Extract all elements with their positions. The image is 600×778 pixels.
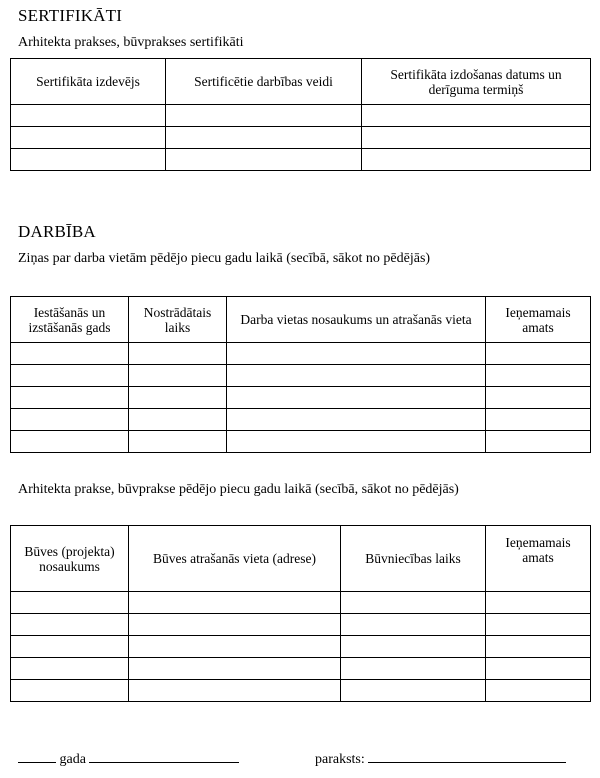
table-cell[interactable] — [341, 614, 486, 636]
header-cell: Nostrādātais laiks — [129, 297, 227, 343]
table-cell[interactable] — [362, 149, 591, 171]
table-row — [11, 149, 591, 171]
table-cell[interactable] — [11, 387, 129, 409]
table-row — [11, 614, 591, 636]
table-cell[interactable] — [129, 387, 227, 409]
table-cell[interactable] — [227, 409, 486, 431]
table-cell[interactable] — [11, 614, 129, 636]
table-cell[interactable] — [11, 636, 129, 658]
signature-blank[interactable] — [368, 748, 566, 763]
activity-title: DARBĪBA — [18, 222, 96, 241]
table-cell[interactable] — [11, 343, 129, 365]
header-cell: Sertifikāta izdošanas datums un derīguma termiņš — [362, 59, 591, 105]
table-cell[interactable] — [11, 365, 129, 387]
table-cell[interactable] — [486, 658, 591, 680]
table-cell[interactable] — [11, 105, 166, 127]
table-row — [11, 592, 591, 614]
header-cell: Iestāšanās un izstāšanās gads — [11, 297, 129, 343]
table-cell[interactable] — [129, 343, 227, 365]
header-cell: Būves (projekta) nosaukums — [11, 526, 129, 592]
table-row — [11, 636, 591, 658]
table-cell[interactable] — [486, 592, 591, 614]
table-cell[interactable] — [11, 409, 129, 431]
header-cell: Sertifikāta izdevējs — [11, 59, 166, 105]
table-cell[interactable] — [129, 636, 341, 658]
table-cell[interactable] — [341, 658, 486, 680]
year-label: gada — [59, 752, 86, 767]
table-cell[interactable] — [11, 680, 129, 702]
table-row — [11, 680, 591, 702]
table-row — [11, 343, 591, 365]
table-cell[interactable] — [486, 343, 591, 365]
table-cell[interactable] — [11, 127, 166, 149]
table-row — [11, 431, 591, 453]
table-row — [11, 105, 591, 127]
table-cell[interactable] — [129, 614, 341, 636]
table-cell[interactable] — [486, 409, 591, 431]
practice-header-row — [11, 526, 591, 592]
activity-table — [10, 296, 591, 453]
table-cell[interactable] — [129, 409, 227, 431]
table-cell[interactable] — [486, 614, 591, 636]
table-cell[interactable] — [129, 658, 341, 680]
signature-field-group — [315, 748, 566, 768]
table-cell[interactable] — [129, 365, 227, 387]
header-cell: Sertificētie darbības veidi — [166, 59, 362, 105]
table-cell[interactable] — [341, 592, 486, 614]
table-cell[interactable] — [341, 680, 486, 702]
year-field-group — [18, 748, 239, 768]
header-cell: Būvniecības laiks — [341, 526, 486, 592]
signature-label: paraksts: — [315, 752, 365, 767]
certificates-title: SERTIFIKĀTI — [18, 6, 123, 25]
header-cell: Būves atrašanās vieta (adrese) — [129, 526, 341, 592]
practice-table — [10, 525, 591, 702]
header-cell: Ieņemamais amats — [486, 526, 591, 592]
table-cell[interactable] — [166, 149, 362, 171]
table-row — [11, 127, 591, 149]
table-cell[interactable] — [341, 636, 486, 658]
table-cell[interactable] — [227, 431, 486, 453]
certificates-subtitle: Arhitekta prakses, būvprakses sertifikāti — [18, 35, 244, 50]
table-row — [11, 387, 591, 409]
table-cell[interactable] — [227, 343, 486, 365]
table-cell[interactable] — [227, 387, 486, 409]
table-cell[interactable] — [486, 387, 591, 409]
table-cell[interactable] — [486, 365, 591, 387]
table-row — [11, 365, 591, 387]
year-blank[interactable] — [18, 748, 56, 763]
table-cell[interactable] — [129, 431, 227, 453]
certificates-table — [10, 58, 591, 171]
table-cell[interactable] — [486, 431, 591, 453]
date-blank[interactable] — [89, 748, 239, 763]
practice-subtitle: Arhitekta prakse, būvprakse pēdējo piecu gadu laikā (secībā, sākot no pēdējās) — [18, 482, 459, 497]
activity-subtitle: Ziņas par darba vietām pēdējo piecu gadu laikā (secībā, sākot no pēdējās) — [18, 251, 431, 266]
header-cell: Darba vietas nosaukums un atrašanās vieta — [227, 297, 486, 343]
header-cell: Ieņemamais amats — [486, 297, 591, 343]
table-cell[interactable] — [166, 105, 362, 127]
table-cell[interactable] — [11, 431, 129, 453]
table-cell[interactable] — [227, 365, 486, 387]
table-row — [11, 409, 591, 431]
table-cell[interactable] — [129, 592, 341, 614]
table-cell[interactable] — [166, 127, 362, 149]
table-cell[interactable] — [486, 680, 591, 702]
table-cell[interactable] — [11, 592, 129, 614]
table-row — [11, 658, 591, 680]
certificates-header-row — [11, 59, 591, 105]
activity-header-row — [11, 297, 591, 343]
table-cell[interactable] — [362, 105, 591, 127]
table-cell[interactable] — [129, 680, 341, 702]
table-cell[interactable] — [11, 149, 166, 171]
table-cell[interactable] — [486, 636, 591, 658]
table-cell[interactable] — [11, 658, 129, 680]
table-cell[interactable] — [362, 127, 591, 149]
